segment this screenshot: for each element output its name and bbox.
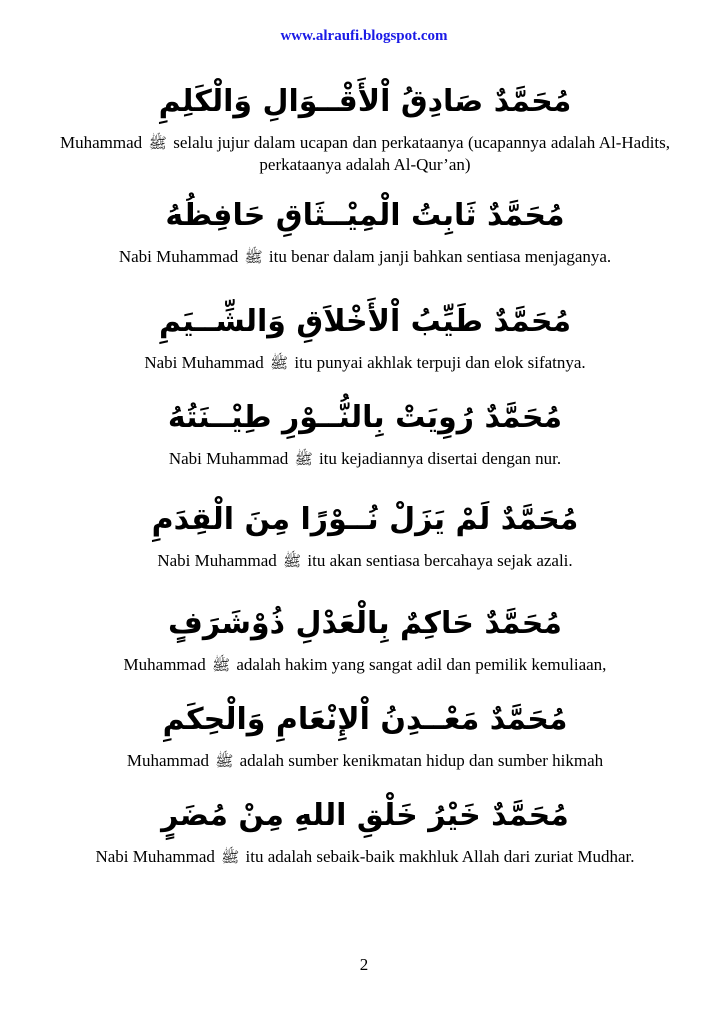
arabic-verse: مُحَمَّدٌ ثَابِتُ الْمِيْــثَاقِ حَافِظُهُ xyxy=(165,198,565,233)
translation-text xyxy=(60,246,670,268)
translation-body: adalah hakim yang sangat adil dan pemilik kemuliaan, xyxy=(236,655,607,674)
translation-body: adalah sumber kenikmatan hidup dan sumber hikmah xyxy=(239,751,604,770)
arabic-verse: مُحَمَّدٌ مَعْــدِنُ اْلإِنْعَامِ وَالْحِكَمِ xyxy=(162,702,568,737)
page-number: 2 xyxy=(359,955,369,974)
arabic-verse: مُحَمَّدٌ لَمْ يَزَلْ نُــوْرًا مِنَ الْقِدَمِ xyxy=(151,502,579,537)
verse-block-4 xyxy=(60,398,670,470)
translation-body: itu benar dalam janji bahkan sentiasa menjaganya. xyxy=(268,247,612,266)
salawat-symbol: ﷺ xyxy=(221,848,240,866)
translation-subject: Nabi Muhammad xyxy=(95,847,215,866)
verse-block-8 xyxy=(60,796,670,868)
translation-body: itu punyai akhlak terpuji dan elok sifatnya. xyxy=(294,353,586,372)
translation-subject: Muhammad xyxy=(123,655,206,674)
translation-text xyxy=(60,132,670,176)
translation-text xyxy=(60,846,670,868)
translation-text xyxy=(60,448,670,470)
verse-block-7 xyxy=(60,700,670,772)
translation-body: itu akan sentiasa bercahaya sejak azali. xyxy=(307,551,573,570)
translation-body: selalu jujur dalam ucapan dan perkataanya (ucapannya adalah Al-Hadits, perkataanya adalah Al-Qur’an) xyxy=(173,133,671,174)
arabic-verse: مُحَمَّدٌ حَاكِمٌ بِالْعَدْلِ ذُوْشَرَفٍ xyxy=(168,606,562,641)
translation-text xyxy=(60,750,670,772)
translation-text xyxy=(60,352,670,374)
arabic-verse: مُحَمَّدٌ رُوِيَتْ بِالنُّــوْرِ طِيْــنَتُهُ xyxy=(167,400,563,435)
verse-block-2 xyxy=(60,196,670,268)
translation-subject: Nabi Muhammad xyxy=(118,247,239,266)
blog-url-header: www.alraufi.blogspot.com xyxy=(280,28,448,44)
translation-subject: Nabi Muhammad xyxy=(144,353,264,372)
salawat-symbol: ﷺ xyxy=(244,248,263,266)
salawat-symbol: ﷺ xyxy=(270,354,289,372)
salawat-symbol: ﷺ xyxy=(211,656,231,674)
verse-block-6 xyxy=(60,604,670,676)
salawat-symbol: ﷺ xyxy=(294,450,313,468)
salawat-symbol: ﷺ xyxy=(283,552,302,570)
verse-block-1 xyxy=(60,82,670,176)
salawat-symbol: ﷺ xyxy=(215,752,234,770)
translation-subject: Muhammad xyxy=(60,133,143,152)
arabic-verse: مُحَمَّدٌ طَيِّبُ اْلأَخْلاَقِ وَالشِّــيَمِ xyxy=(158,304,572,339)
translation-subject: Nabi Muhammad xyxy=(168,449,289,468)
arabic-verse: مُحَمَّدٌ خَيْرُ خَلْقِ اللهِ مِنْ مُضَرٍ xyxy=(161,798,569,833)
translation-body: itu kejadiannya disertai dengan nur. xyxy=(318,449,562,468)
translation-subject: Muhammad xyxy=(126,751,209,770)
salawat-symbol: ﷺ xyxy=(148,134,167,152)
verse-block-5 xyxy=(60,500,670,572)
translation-text xyxy=(60,550,670,572)
arabic-verse: مُحَمَّدٌ صَادِقُ اْلأَقْــوَالِ وَالْكَلِمِ xyxy=(158,84,572,119)
translation-subject: Nabi Muhammad xyxy=(157,551,277,570)
translation-text xyxy=(60,654,670,676)
translation-body: itu adalah sebaik-baik makhluk Allah dari zuriat Mudhar. xyxy=(245,847,635,866)
verse-block-3 xyxy=(60,302,670,374)
